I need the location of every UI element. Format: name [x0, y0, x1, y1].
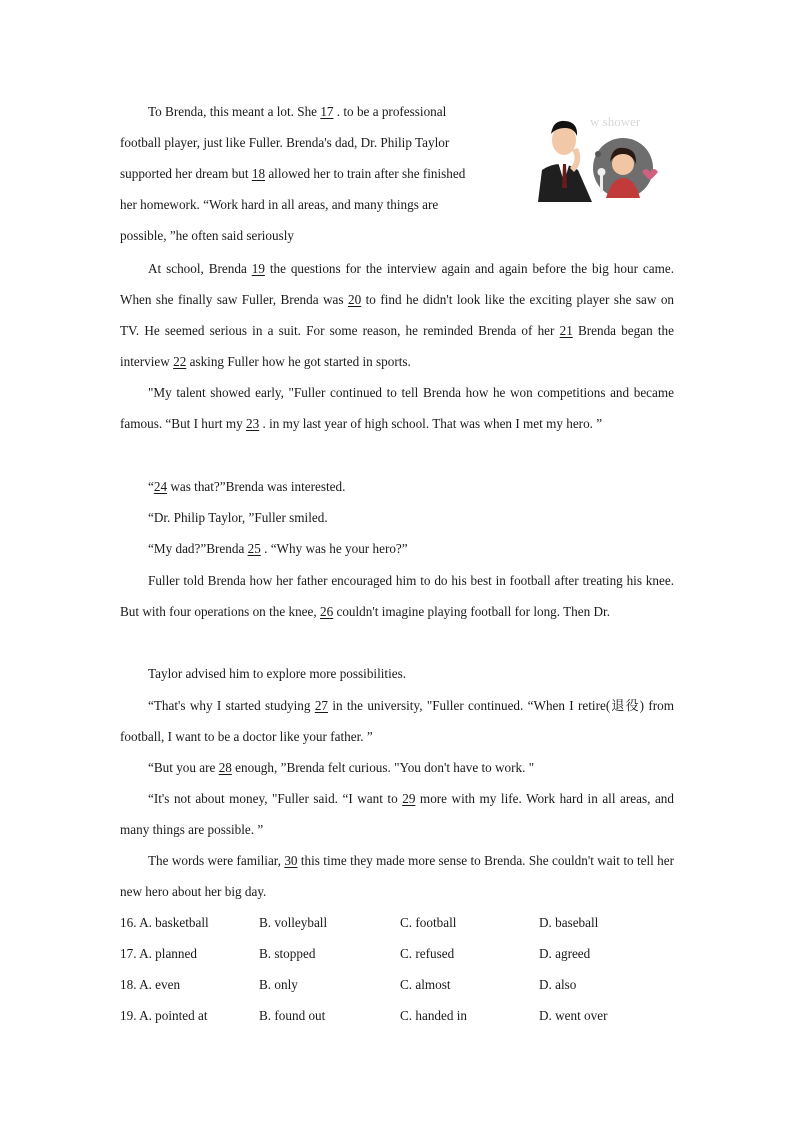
option-17-b[interactable]: B. stopped	[259, 946, 316, 961]
option-19-c[interactable]: C. handed in	[400, 1008, 468, 1023]
blank-26: 26	[319, 604, 334, 619]
option-18-b[interactable]: B. only	[259, 977, 298, 992]
option-17-a[interactable]: 17. A. planned	[120, 946, 197, 961]
option-17-d[interactable]: D. agreed	[539, 946, 591, 961]
paragraph-6: “My dad?”Brenda 25 . “Why was he your hero?”	[148, 541, 408, 556]
blank-25: 25	[247, 541, 261, 556]
paragraph-7: Fuller told Brenda how her father encouraged him to do his best in football after treating his knee. But with four operations on the knee, 26 couldn't imagine playing football for long. Then Dr.	[120, 573, 674, 619]
blank-18: 18	[251, 166, 266, 181]
paragraph-10: “But you are 28 enough, ”Brenda felt curious. "You don't have to work. "	[148, 760, 535, 775]
option-19-d[interactable]: D. went over	[539, 1008, 608, 1023]
option-17-c[interactable]: C. refused	[400, 946, 455, 961]
blank-19: 19	[251, 261, 265, 276]
option-18-d[interactable]: D. also	[539, 977, 577, 992]
question-18-options	[120, 969, 680, 1000]
paragraph-3: "My talent showed early, "Fuller continued to tell Brenda how he won competitions and became famous. “But I hurt my 23 . in my last year of high school. That was when I met my hero. ”	[120, 385, 674, 431]
option-19-b[interactable]: B. found out	[259, 1008, 326, 1023]
blank-29: 29	[402, 791, 416, 806]
paragraph-1: To Brenda, this meant a lot. She 17 . to be a professional football player, just like Fuller. Brenda's dad, Dr. Philip Taylor supported her dream but 18 allowed her to train after she finished her homework. “Work hard in all areas, and many things are possible, ”he often said seriously	[120, 104, 466, 243]
blank-24: 24	[153, 479, 168, 494]
blank-20: 20	[348, 292, 362, 307]
blank-23: 23	[246, 416, 260, 431]
blank-27: 27	[314, 698, 328, 713]
option-16-c[interactable]: C. football	[400, 915, 457, 930]
paragraph-4: “24 was that?”Brenda was interested.	[148, 479, 346, 494]
option-18-a[interactable]: 18. A. even	[120, 977, 181, 992]
blank-30: 30	[284, 853, 298, 868]
illustration-faded-text: w shower	[590, 114, 641, 129]
blank-21: 21	[559, 323, 573, 338]
option-16-b[interactable]: B. volleyball	[259, 915, 328, 930]
paragraph-11: “It's not about money, "Fuller said. “I want to 29 more with my life. Work hard in all areas, and many things are possible. ”	[120, 791, 674, 837]
paragraph-5: “Dr. Philip Taylor, ”Fuller smiled.	[148, 510, 328, 525]
paragraph-12: The words were familiar, 30 this time they made more sense to Brenda. She couldn't wait to tell her new hero about her big day.	[120, 853, 674, 899]
question-16-options	[120, 907, 680, 938]
option-18-c[interactable]: C. almost	[400, 977, 451, 992]
option-16-a[interactable]: 16. A. basketball	[120, 915, 209, 930]
blank-28: 28	[218, 760, 232, 775]
paragraph-9: “That's why I started studying 27 in the university, "Fuller continued. “When I retire(退役) from football, I want to be a doctor like your father. ”	[120, 698, 675, 744]
option-19-a[interactable]: 19. A. pointed at	[120, 1008, 208, 1023]
illustration-image	[520, 102, 662, 202]
question-19-options	[120, 1000, 680, 1031]
blank-17: 17	[320, 104, 334, 119]
paragraph-8: Taylor advised him to explore more possibilities.	[148, 666, 407, 681]
option-16-d[interactable]: D. baseball	[539, 915, 599, 930]
question-17-options	[120, 938, 680, 969]
blank-22: 22	[173, 354, 187, 369]
paragraph-2: At school, Brenda 19 the questions for the interview again and again before the big hour came. When she finally saw Fuller, Brenda was 20 to find he didn't look like the exciting player she saw on TV. He seemed serious in a suit. For some reason, he reminded Brenda of her 21 Brenda began the interview 22 asking Fuller how he got started in sports.	[120, 261, 675, 369]
